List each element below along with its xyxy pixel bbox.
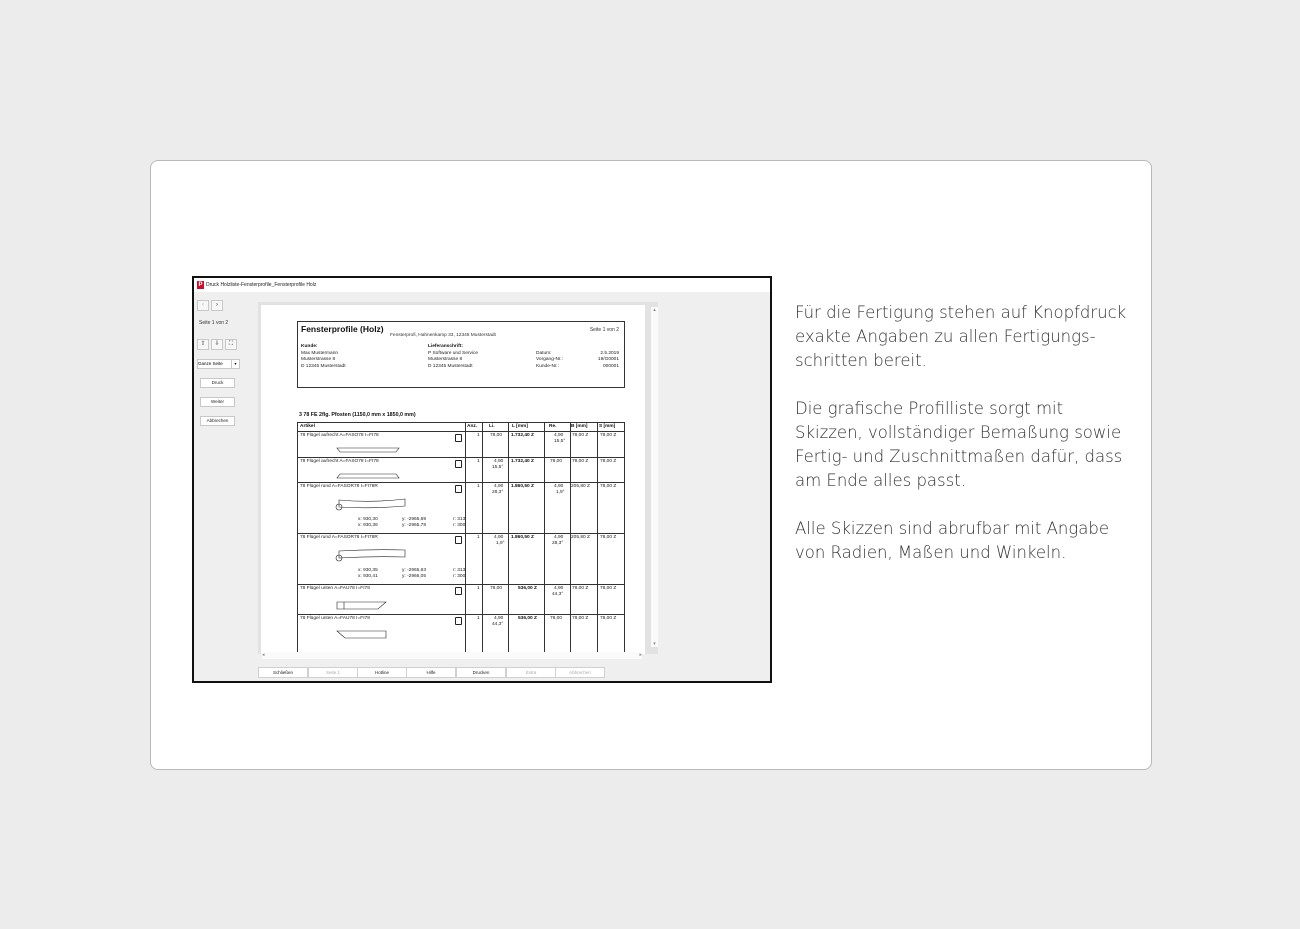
row-li: 4,90 (494, 459, 504, 464)
column-header: L [mm] (512, 424, 528, 429)
row-s: 78,00 Z (600, 433, 617, 438)
customer-line: Max Mustermann (301, 350, 339, 356)
row-re: 4,90 (554, 433, 564, 438)
page-button[interactable]: Seite 1 (308, 667, 358, 678)
row-anz: 1 (477, 586, 480, 591)
row-length: 1.860,50 Z (511, 484, 534, 489)
customer-line: D 12345 Musterstadt (301, 363, 346, 369)
row-length: 536,00 Z (518, 616, 537, 621)
profile-shape-icon (455, 460, 462, 468)
coord-x: x: 930,35 (358, 568, 378, 573)
row-anz: 1 (477, 484, 480, 489)
row-b: 205,80 Z (571, 535, 590, 540)
row-re: 78,00 (550, 459, 563, 464)
scroll-down-icon[interactable]: ⇩ (211, 339, 223, 350)
profile-sketch (336, 473, 402, 479)
row-re-angle: 15,5° (554, 439, 566, 444)
row-re-angle: 1,9° (556, 490, 565, 495)
close-button[interactable]: Schließen (258, 667, 308, 678)
window-title: Druck Holzliste-Fensterprofile_Fensterprofile Holz (206, 282, 317, 288)
row-s: 78,00 Z (600, 586, 617, 591)
profile-table (297, 422, 625, 654)
row-re: 4,90 (554, 484, 564, 489)
round-profile-sketch (334, 497, 410, 511)
profile-shape-icon (455, 617, 462, 625)
row-length: 536,00 Z (518, 586, 537, 591)
next-page-icon[interactable]: › (211, 300, 223, 311)
prev-page-icon[interactable]: ‹ (197, 300, 209, 311)
coord-r: r: 313 (453, 517, 465, 522)
print-preview-window (192, 276, 772, 683)
meta-value: 2.5.2019 (600, 350, 619, 356)
coord-x: x: 930,41 (358, 574, 378, 579)
preview-sidebar (194, 292, 254, 662)
view-select[interactable] (197, 359, 240, 369)
document-page (261, 305, 645, 654)
app-logo-icon: P (198, 282, 203, 288)
row-length: 1.732,40 Z (511, 433, 534, 438)
row-length: 1.860,50 Z (511, 535, 534, 540)
row-s: 78,00 Z (600, 616, 617, 621)
print-button[interactable]: Drucken (456, 667, 506, 678)
coord-x: x: 930,36 (358, 523, 378, 528)
coord-y: y: -2966,05 (402, 574, 427, 579)
page-indicator: Seite 1 von 2 (199, 320, 229, 326)
row-li-angle: 28,3° (492, 490, 504, 495)
fit-page-icon[interactable]: ⛶ (225, 339, 237, 350)
coord-r: r: 313 (453, 568, 465, 573)
scroll-up-arrow-icon[interactable]: ▴ (653, 307, 656, 313)
row-article: 78 Flügel rund A=FASOR78 I=FI78R (300, 484, 378, 489)
meta-label: Datum: (536, 350, 552, 356)
row-li-angle: 1,9° (496, 541, 505, 546)
druck-button[interactable]: Druck (200, 378, 235, 388)
row-divider (298, 533, 624, 534)
help-button[interactable]: Hilfe (406, 667, 456, 678)
column-header: Anz. (467, 424, 478, 429)
row-divider (298, 482, 624, 483)
column-header: Re. (549, 424, 557, 429)
row-re: 4,90 (554, 535, 564, 540)
delivery-block (428, 344, 478, 370)
row-divider (298, 431, 624, 432)
row-divider (298, 457, 624, 458)
coord-y: y: -2965,78 (402, 523, 427, 528)
delivery-line: Musterstrasse 8 (428, 357, 463, 363)
row-li: 4,90 (494, 616, 504, 621)
row-li: 78,00 (490, 586, 503, 591)
profile-sketch (336, 601, 388, 611)
preview-viewport[interactable] (258, 302, 658, 654)
row-article: 78 Flügel rund A=FASOR78 I=FI78R (300, 535, 378, 540)
row-length: 1.732,40 Z (511, 459, 534, 464)
abbrechen-side-button[interactable]: Abbrechen (200, 416, 235, 426)
document-page-number: Seite 1 von 2 (589, 327, 619, 333)
row-li: 4,90 (494, 484, 504, 489)
delivery-line: D 12345 Musterstadt (428, 363, 473, 369)
delivery-heading: Lieferanschrift: (428, 344, 463, 349)
meta-labels (536, 351, 563, 371)
profile-sketch (336, 630, 388, 640)
profile-shape-icon (455, 485, 462, 493)
meta-label: Vorgang-Nr.: (536, 357, 563, 363)
bottom-toolbar (194, 665, 770, 681)
view-select-value: Ganze Seite (198, 361, 223, 366)
horizontal-scrollbar[interactable] (262, 652, 642, 659)
customer-line: Musterstrasse 8 (301, 357, 336, 363)
row-b: 78,00 Z (572, 616, 589, 621)
scroll-up-icon[interactable]: ⇧ (197, 339, 209, 350)
row-anz: 1 (477, 433, 480, 438)
row-li-angle: 15,5° (492, 465, 504, 470)
row-li: 78,00 (490, 433, 503, 438)
row-b: 78,00 Z (572, 459, 589, 464)
row-re: 4,90 (554, 586, 564, 591)
coord-y: y: -2965,69 (402, 517, 427, 522)
description-paragraph-3: Alle Skizzen sind abrufbar mit Angabe von Radien, Maßen und Winkeln. (795, 519, 1109, 562)
coord-y: y: -2965,63 (402, 568, 427, 573)
meta-values (598, 351, 619, 371)
profile-shape-icon (455, 587, 462, 595)
row-re: 78,00 (550, 616, 563, 621)
description-text (795, 301, 1130, 589)
row-li: 4,90 (494, 535, 504, 540)
profile-shape-icon (455, 536, 462, 544)
row-b: 205,80 Z (571, 484, 590, 489)
row-anz: 1 (477, 459, 480, 464)
meta-value: 19/G0001 (597, 357, 619, 363)
row-anz: 1 (477, 535, 480, 540)
section-title: 3 78 FE 2flg. Pfosten (1150,0 mm x 1850,0 mm) (299, 412, 416, 418)
delivery-line: P Software und Service (428, 350, 479, 356)
description-paragraph-2: Die grafische Profilliste sorgt mit Skizzen, vollständiger Bemaßung sowie Fertig- und Zuschnittmaßen dafür, dass am Ende alles passt. (795, 399, 1123, 490)
document-title: Fensterprofile (Holz) (301, 324, 384, 334)
customer-block (301, 344, 346, 370)
coord-r: r: 300 (453, 523, 465, 528)
weiter-button[interactable]: Weiter (200, 397, 235, 407)
row-b: 78,00 Z (572, 433, 589, 438)
coord-r: r: 300 (453, 574, 465, 579)
vertical-scrollbar[interactable] (651, 307, 658, 647)
row-anz: 1 (477, 616, 480, 621)
hotline-button[interactable]: Hotline (357, 667, 407, 678)
column-header: B [mm] (571, 424, 588, 429)
profile-shape-icon (455, 434, 462, 442)
document-header (297, 321, 625, 388)
meta-value: 000001 (602, 363, 619, 369)
row-re-angle: 28,3° (552, 541, 564, 546)
row-s: 78,00 Z (600, 459, 617, 464)
description-paragraph-1: Für die Fertigung stehen auf Knopfdruck exakte Angaben zu allen Fertigungs-schritten bereit. (795, 303, 1127, 370)
extra-button[interactable]: Extra (506, 667, 556, 678)
row-article: 78 Flügel unten A=FAU78 I=FI78 (300, 586, 370, 591)
row-divider (298, 614, 624, 615)
column-header: S [mm] (599, 424, 616, 429)
row-re-angle: 44,3° (552, 592, 564, 597)
sender-address: Fensterprofi, Hahnenkamp 33, 12345 Musterstadt (390, 333, 496, 338)
round-profile-sketch (334, 548, 410, 562)
row-article: 78 Flügel aufrecht A=FASO78 I=FI78 (300, 433, 379, 438)
row-article: 78 Flügel aufrecht A=FASO78 I=FI78 (300, 459, 379, 464)
scroll-left-arrow-icon[interactable]: ◂ (262, 652, 265, 658)
row-s: 78,00 Z (600, 484, 617, 489)
title-bar (194, 278, 770, 292)
row-b: 78,00 Z (572, 586, 589, 591)
row-divider (298, 584, 624, 585)
customer-heading: Kunde: (301, 344, 318, 349)
column-header: Artikel (300, 424, 315, 429)
row-li-angle: 44,3° (492, 622, 504, 627)
row-article: 78 Flügel unten A=FAU78 I=FI78 (300, 616, 370, 621)
coord-x: x: 930,30 (358, 517, 378, 522)
column-header: Li. (489, 424, 495, 429)
profile-sketch (336, 447, 402, 453)
row-s: 78,00 Z (600, 535, 617, 540)
chevron-down-icon: ▾ (231, 360, 239, 368)
scroll-down-arrow-icon[interactable]: ▾ (653, 641, 656, 647)
cancel-button[interactable]: Abbrechen (555, 667, 605, 678)
scroll-right-arrow-icon[interactable]: ▸ (639, 652, 642, 658)
meta-label: Kunde-Nr.: (536, 363, 559, 369)
